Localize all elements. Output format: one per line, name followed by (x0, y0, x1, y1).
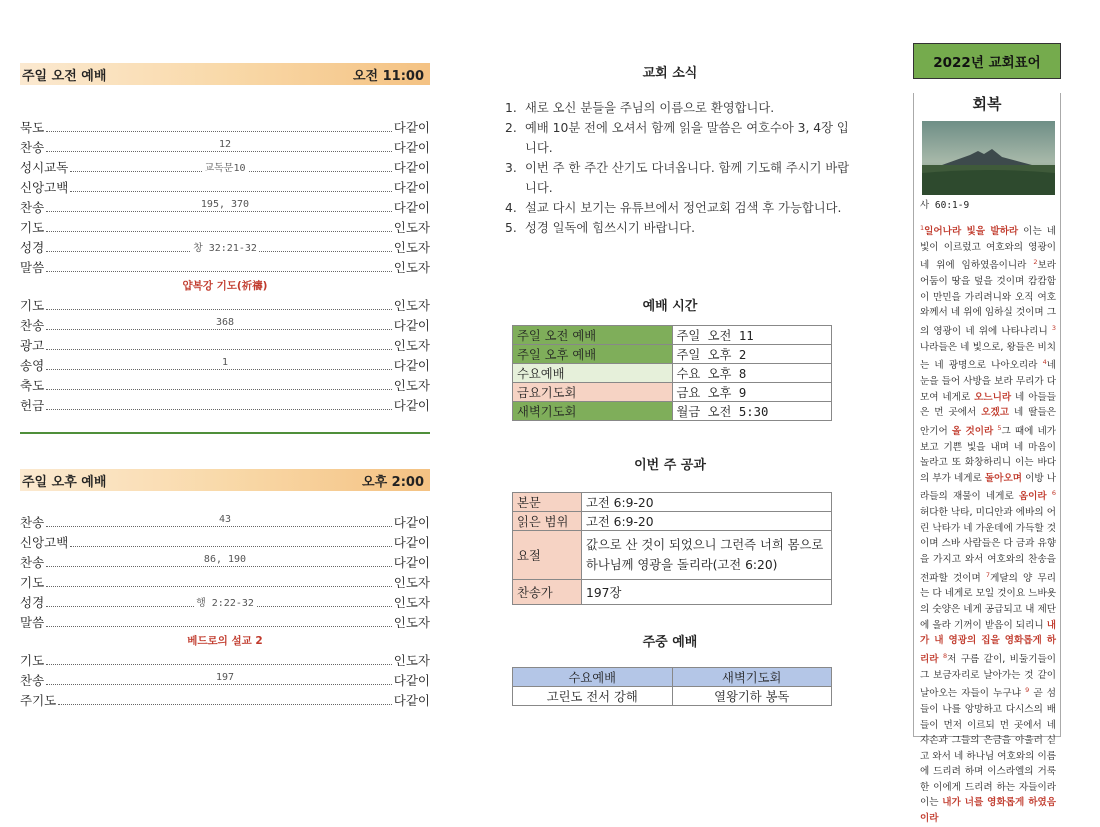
order-item-detail (20, 574, 430, 585)
leader-dots (46, 349, 392, 350)
order-item-detail-text (223, 377, 227, 388)
order-item-leader: 인도자 (393, 595, 430, 610)
schedule-service-time: 월금 오전 5:30 (672, 402, 832, 421)
order-row (20, 137, 430, 157)
news-item-number: 4. (505, 201, 517, 215)
midweek-header-wed: 수요예배 (513, 668, 673, 687)
news-item-text: 이번 주 한 주간 산기도 다녀옵니다. 함께 기도해 주시기 바랍니다. (525, 161, 850, 195)
order-item-detail-text (223, 692, 227, 703)
order-item-label: 송영 (20, 358, 45, 373)
order-item-leader: 다같이 (393, 535, 430, 550)
morning-service-time: 오전 11:00 (352, 68, 424, 84)
order-item-leader: 다같이 (393, 358, 430, 373)
order-row (20, 197, 430, 217)
lesson-field-value: 값으로 산 것이 되었으니 그런즉 너희 몸으로 하나님께 영광을 돌리라(고전 6:20) (582, 531, 832, 580)
order-row (20, 157, 430, 177)
church-motto-panel (913, 43, 1061, 825)
order-item-detail-text (223, 574, 227, 585)
order-item-label: 말씀 (20, 615, 45, 630)
order-item-detail (20, 179, 430, 190)
order-item-leader: 인도자 (393, 575, 430, 590)
order-item-label: 기도 (20, 653, 45, 668)
order-row (20, 690, 430, 710)
order-item-label: 기도 (20, 575, 45, 590)
order-row (20, 237, 430, 257)
lesson-table (512, 492, 832, 605)
leader-dots (46, 409, 392, 410)
order-row (20, 670, 430, 690)
leader-dots (46, 389, 392, 390)
order-item-detail-text: 368 (215, 317, 235, 328)
order-item-label: 성시교독 (20, 160, 69, 175)
motto-banner: 2022년 교회표어 (913, 43, 1061, 79)
order-item-leader: 인도자 (393, 615, 430, 630)
order-item-leader: 인도자 (393, 653, 430, 668)
schedule-service-time: 금요 오후 9 (672, 383, 832, 402)
leader-dots (46, 271, 392, 272)
order-row (20, 395, 430, 415)
order-row (20, 257, 430, 277)
lesson-row (513, 512, 832, 531)
sermon-title: 베드로의 설교 2 (187, 635, 263, 647)
order-item-label: 헌금 (20, 398, 45, 413)
order-item-leader: 다같이 (393, 180, 430, 195)
leader-dots (46, 566, 392, 567)
order-item-leader: 다같이 (393, 515, 430, 530)
order-row (20, 592, 430, 612)
order-item-detail (20, 397, 430, 408)
news-item (505, 98, 855, 118)
order-item-detail-text: 1 (221, 357, 229, 368)
leader-dots (46, 606, 392, 607)
schedule-title: 예배 시간 (642, 299, 698, 314)
news-item (505, 118, 855, 158)
news-item (505, 218, 855, 238)
order-item-detail-text (223, 297, 227, 308)
mountain-landscape-image (922, 121, 1055, 195)
schedule-service-name: 주일 오후 예배 (513, 345, 673, 364)
order-item-detail (20, 159, 430, 174)
order-item-detail-text (223, 259, 227, 270)
order-item-detail (20, 594, 430, 609)
leader-dots (46, 211, 392, 212)
order-row (20, 375, 430, 395)
lesson-field-value: 197장 (582, 580, 832, 605)
order-item-leader: 다같이 (393, 160, 430, 175)
order-item-detail-text (223, 534, 227, 545)
order-item-detail (20, 614, 430, 625)
order-row (20, 355, 430, 375)
lesson-row (513, 493, 832, 512)
news-item-number: 1. (505, 101, 517, 115)
order-row (20, 532, 430, 552)
leader-dots (70, 171, 391, 172)
order-item-leader: 인도자 (393, 220, 430, 235)
order-item-detail (20, 199, 430, 210)
order-item-detail (20, 534, 430, 545)
scripture-reference: 사 60:1-9 (920, 200, 970, 211)
leader-dots (46, 626, 392, 627)
order-item-detail (20, 652, 430, 663)
order-row (20, 117, 430, 137)
schedule-row (513, 402, 832, 421)
order-item-label: 신앙고백 (20, 535, 69, 550)
leader-dots (46, 526, 392, 527)
order-item-detail (20, 219, 430, 230)
order-row (20, 650, 430, 670)
schedule-table (512, 325, 832, 421)
afternoon-service-order (20, 512, 430, 710)
leader-dots (46, 231, 392, 232)
morning-service-title: 주일 오전 예배 (22, 68, 107, 84)
afternoon-service-title: 주일 오후 예배 (22, 474, 107, 490)
order-item-detail (20, 514, 430, 525)
midweek-table (512, 667, 832, 706)
order-item-label: 말씀 (20, 260, 45, 275)
leader-dots (46, 664, 392, 665)
leader-dots (46, 369, 392, 370)
order-item-leader: 다같이 (393, 120, 430, 135)
lesson-row (513, 531, 832, 580)
leader-dots (58, 704, 392, 705)
order-item-detail (20, 297, 430, 308)
lesson-field-label: 읽은 범위 (513, 512, 582, 531)
order-item-detail (20, 337, 430, 348)
order-item-label: 묵도 (20, 120, 45, 135)
order-item-detail-text (223, 397, 227, 408)
order-item-detail-text (223, 614, 227, 625)
order-item-detail-text: 195, 370 (200, 199, 250, 210)
lesson-field-label: 요절 (513, 531, 582, 580)
lesson-field-value: 고전 6:9-20 (582, 512, 832, 531)
leader-dots (46, 251, 392, 252)
order-row (20, 177, 430, 197)
order-item-detail (20, 119, 430, 130)
order-item-label: 광고 (20, 338, 45, 353)
morning-service-order (20, 117, 430, 415)
order-row (20, 335, 430, 355)
order-item-detail-text (223, 179, 227, 190)
order-row (20, 217, 430, 237)
news-title: 교회 소식 (642, 66, 698, 81)
midweek-value-wed: 고린도 전서 강해 (513, 687, 673, 706)
order-item-detail (20, 317, 430, 328)
leader-dots (70, 191, 391, 192)
order-item-leader: 다같이 (393, 555, 430, 570)
order-item-detail (20, 692, 430, 703)
order-item-detail-text: 행 2:22-32 (196, 598, 254, 609)
order-row (20, 572, 430, 592)
schedule-row (513, 345, 832, 364)
order-item-leader: 인도자 (393, 298, 430, 313)
order-row (20, 315, 430, 335)
order-item-detail-text: 86, 190 (203, 554, 247, 565)
order-item-detail-text: 12 (218, 139, 232, 150)
afternoon-service-time: 오후 2:00 (362, 474, 424, 490)
order-item-leader: 다같이 (393, 140, 430, 155)
schedule-service-name: 주일 오전 예배 (513, 326, 673, 345)
order-item-label: 성경 (20, 595, 45, 610)
order-item-detail-text: 교독문10 (204, 163, 246, 174)
leader-dots (46, 329, 392, 330)
order-item-detail (20, 672, 430, 683)
lesson-field-label: 본문 (513, 493, 582, 512)
news-item-text: 새로 오신 분들을 주님의 이름으로 환영합니다. (525, 101, 775, 115)
leader-dots (70, 546, 391, 547)
order-item-detail (20, 357, 430, 368)
news-item (505, 198, 855, 218)
motto-theme: 회복 (972, 95, 1002, 113)
lesson-title: 이번 주 공과 (634, 458, 706, 473)
schedule-row (513, 364, 832, 383)
order-item-detail (20, 377, 430, 388)
news-item-number: 2. (505, 121, 517, 135)
order-item-label: 찬송 (20, 200, 45, 215)
news-item-text: 예배 10분 전에 오셔서 함께 읽을 말씀은 여호수아 3, 4장 입니다. (525, 121, 849, 155)
schedule-service-name: 새벽기도회 (513, 402, 673, 421)
scripture-passage: $^1$일어나라 빛을 발하라 이는 네 빛이 이르렀고 여호와의 영광이 네 위에 임하였음이니라 $^2$보라 어둠이 땅을 덮을 것이며 캄캄함이 만민을 가리려니와 오직 여호와께서 네 위에 임하실 것이며 그의 영광이 네 위에 나타나리니 $^3$나라들은 네 빛으로, 왕들은 비치는 네 광명으로 나아오리라 $^4$네 눈을 들어 사방을 보라 무리가 다 모여 네게로 오느니라 네 아들들은 먼 곳에서 오겠고 네 딸들은 안기어 올 것이라 $^5$그 때에 네가 보고 기쁜 빛을 내며 네 마음이 놀라고 또 화창하리니 이는 바다의 부가 네게로 돌아오며 이방 나라들의 재물이 네게로 옴이라 $^6$허다한 낙타, 미디안과 에바의 어린 낙타가 네 가운데에 가득할 것이며 스바 사람들은 다 금과 유향을 가지고 와서 여호와의 찬송을 전파할 것이며 $^7$게달의 양 무리는 다 네게로 모일 것이요 느바욧의 숫양은 네게 공급되고 내 제단에 올라 기꺼이 받음이 되리니 내가 내 영광의 집을 영화롭게 하리라 $^8$저 구름 같이, 비둘기들이 그 보금자리로 날아가는 것 같이 날아오는 자들이 누구냐 $^9$ 곧 섬들이 나를 앙망하고 다시스의 배들이 먼저 이르되 먼 곳에서 네 자손과 그들의 은금을 아울러 싣고 와서 네 하나님 여호와의 이름에 드리려 하며 이스라엘의 거룩한 이에게 드리려 하는 자들이라 이는 내가 너를 영화롭게 하였음이라 (920, 224, 1057, 825)
order-item-leader: 인도자 (393, 338, 430, 353)
order-item-detail-text (223, 219, 227, 230)
midweek-value-dawn: 열왕기하 봉독 (672, 687, 832, 706)
news-item-number: 3. (505, 161, 517, 175)
motto-body (913, 93, 1061, 825)
order-item-label: 찬송 (20, 140, 45, 155)
schedule-service-name: 금요기도회 (513, 383, 673, 402)
schedule-row (513, 383, 832, 402)
order-item-leader: 다같이 (393, 693, 430, 708)
order-item-detail (20, 259, 430, 270)
afternoon-service-header (20, 469, 430, 491)
order-item-detail (20, 239, 430, 254)
lesson-field-value: 고전 6:9-20 (582, 493, 832, 512)
order-item-label: 기도 (20, 298, 45, 313)
news-item-text: 성경 일독에 힘쓰시기 바랍니다. (525, 221, 696, 235)
order-row (20, 552, 430, 572)
order-row (20, 295, 430, 315)
lesson-field-label: 찬송가 (513, 580, 582, 605)
order-item-label: 찬송 (20, 318, 45, 333)
midweek-header-dawn: 새벽기도회 (672, 668, 832, 687)
order-item-detail-text: 창 32:21-32 (193, 243, 257, 254)
order-item-leader: 다같이 (393, 200, 430, 215)
order-item-detail-text: 43 (218, 514, 232, 525)
order-item-leader: 인도자 (393, 260, 430, 275)
order-item-label: 주기도 (20, 693, 57, 708)
order-item-label: 축도 (20, 378, 45, 393)
order-item-leader: 인도자 (393, 378, 430, 393)
news-item-text: 설교 다시 보기는 유튜브에서 정언교회 검색 후 가능합니다. (525, 201, 842, 215)
leader-dots (46, 309, 392, 310)
order-item-detail-text (223, 119, 227, 130)
order-row (20, 612, 430, 632)
order-item-leader: 인도자 (393, 240, 430, 255)
news-list (505, 98, 855, 238)
morning-service-header (20, 63, 430, 85)
schedule-service-name: 수요예배 (513, 364, 673, 383)
sermon-title: 얍복강 기도(祈禱) (182, 280, 268, 292)
order-row (20, 512, 430, 532)
leader-dots (46, 684, 392, 685)
order-item-label: 찬송 (20, 515, 45, 530)
order-item-detail (20, 554, 430, 565)
news-item (505, 158, 855, 198)
order-item-label: 찬송 (20, 555, 45, 570)
schedule-service-time: 수요 오후 8 (672, 364, 832, 383)
leader-dots (46, 586, 392, 587)
order-item-label: 성경 (20, 240, 45, 255)
order-item-label: 신앙고백 (20, 180, 69, 195)
leader-dots (46, 151, 392, 152)
schedule-service-time: 주일 오전 11 (672, 326, 832, 345)
section-divider (20, 432, 430, 434)
order-item-detail-text (223, 652, 227, 663)
order-item-detail (20, 139, 430, 150)
order-item-detail-text (223, 337, 227, 348)
order-item-label: 기도 (20, 220, 45, 235)
order-item-leader: 다같이 (393, 673, 430, 688)
lesson-row (513, 580, 832, 605)
order-item-detail-text: 197 (215, 672, 235, 683)
order-item-leader: 다같이 (393, 318, 430, 333)
midweek-title: 주중 예배 (642, 635, 698, 650)
news-item-number: 5. (505, 221, 517, 235)
order-item-label: 찬송 (20, 673, 45, 688)
schedule-service-time: 주일 오후 2 (672, 345, 832, 364)
order-item-leader: 다같이 (393, 398, 430, 413)
leader-dots (46, 131, 392, 132)
schedule-row (513, 326, 832, 345)
